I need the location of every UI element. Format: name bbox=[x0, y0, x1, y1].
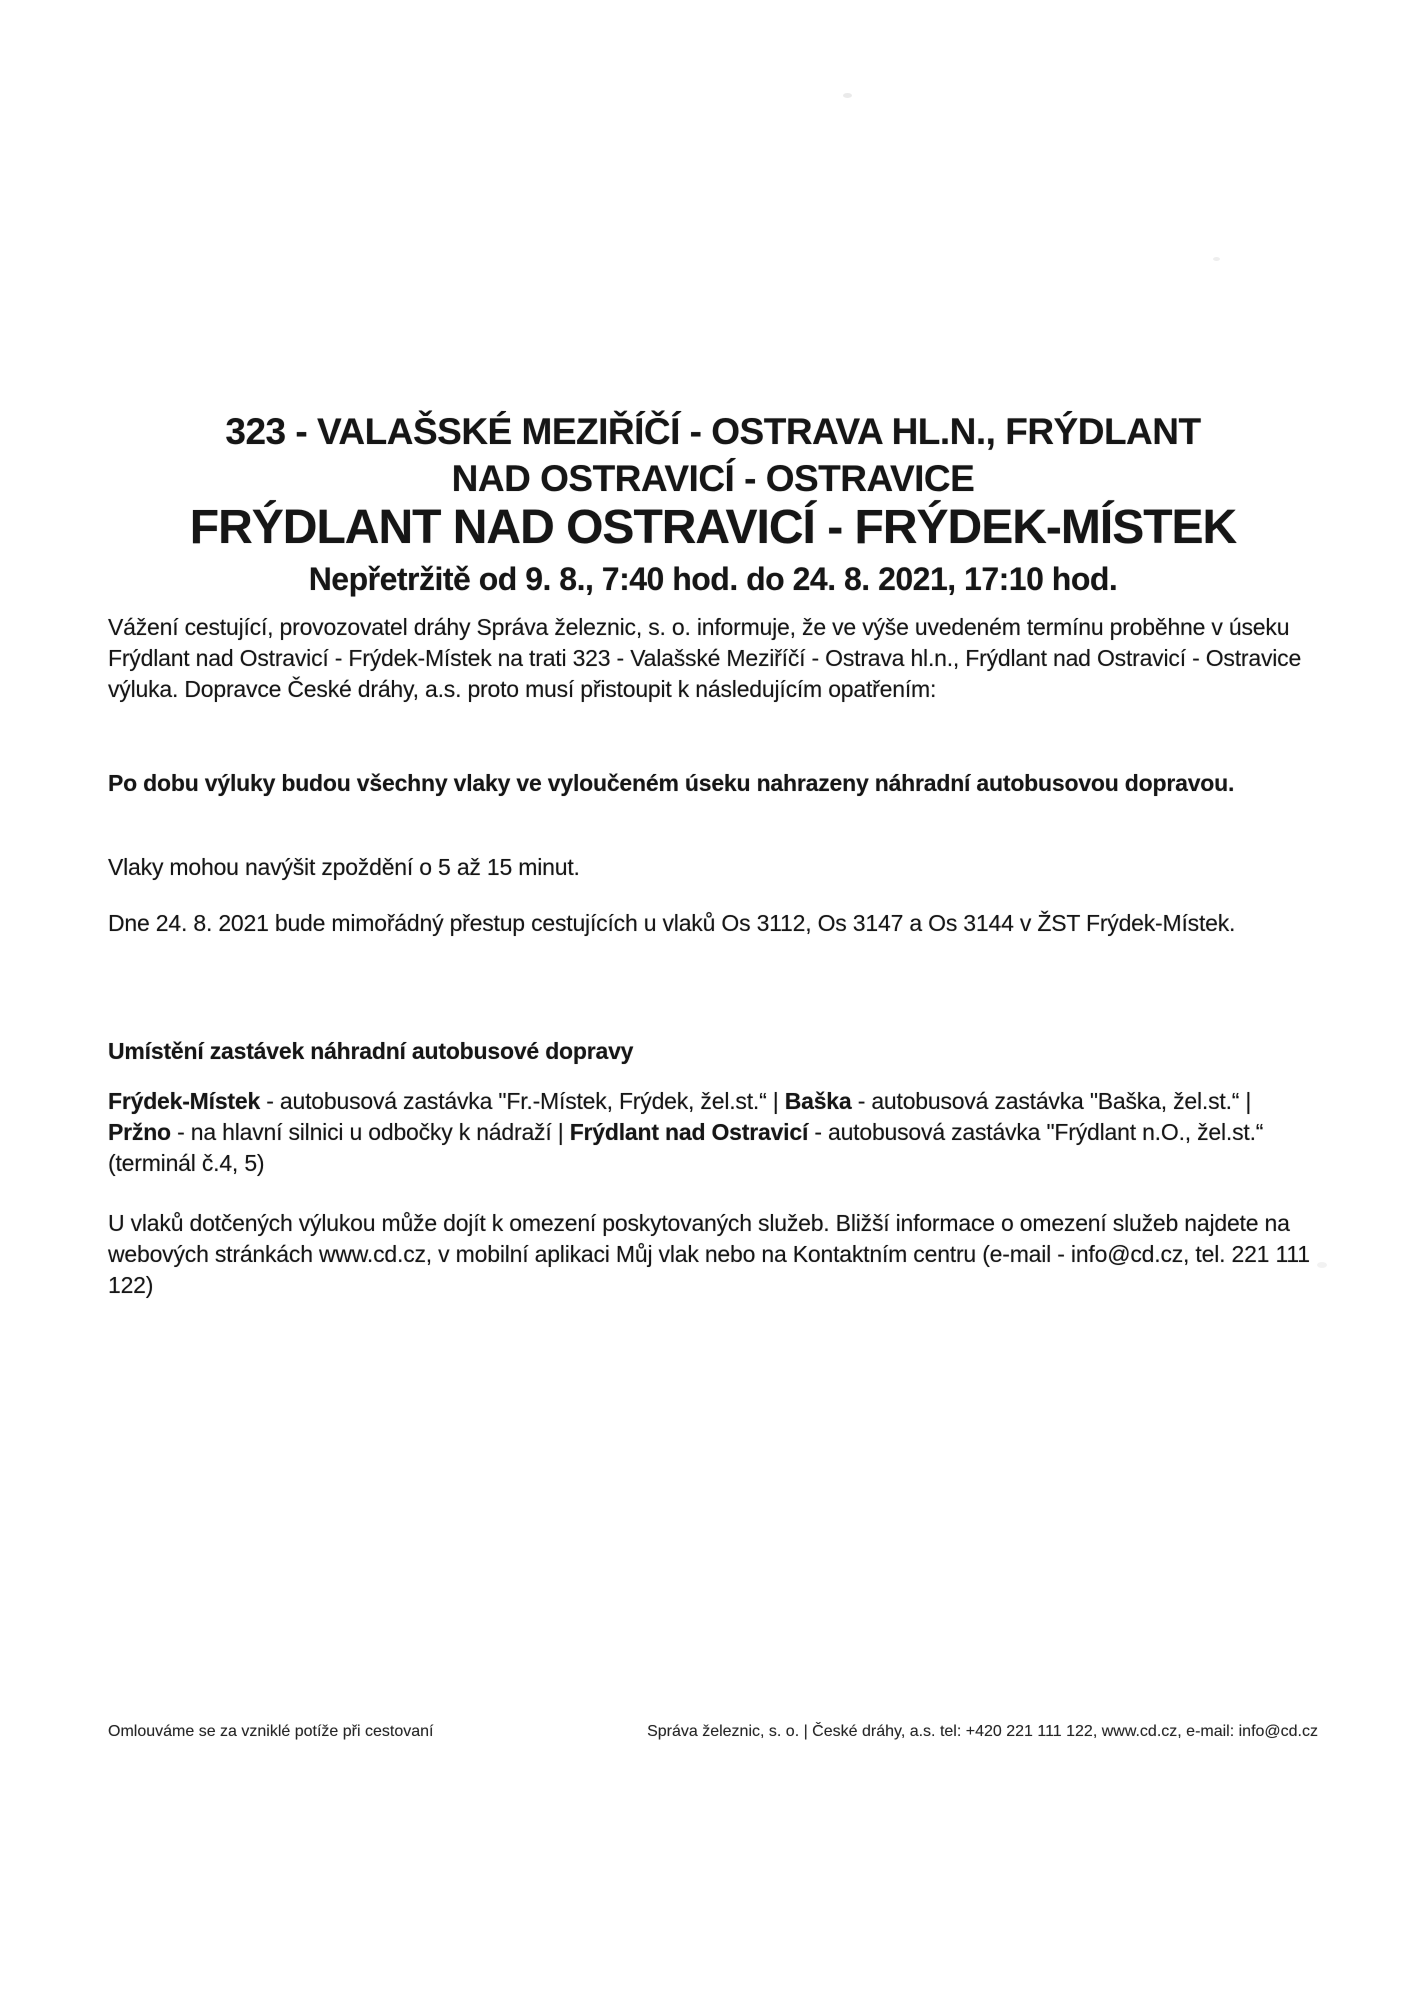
footer-operator-info: Správa železnic, s. o. | České dráhy, a.s. tel: +420 221 111 122, www.cd.cz, e-mail: info@cd.cz bbox=[647, 1723, 1318, 1740]
scan-speck bbox=[843, 93, 852, 98]
route-title-line1: 323 - VALAŠSKÉ MEZIŘÍČÍ - OSTRAVA HL.N., FRÝDLANT bbox=[225, 411, 1201, 452]
stops-paragraph: Frýdek-Místek - autobusová zastávka "Fr.-Místek, Frýdek, žel.st.“ | Baška - autobusová zastávka "Baška, žel.st.“ | Pržno - na hlavní silnici u odbočky k nádraží | Frýdlant nad Ostravicí - autobusová zastávka "Frýdlant n.O., žel.st.“ (terminál č.4, 5) bbox=[108, 1088, 1264, 1176]
stops-heading: Umístění zastávek náhradní autobusové dopravy bbox=[108, 1038, 634, 1064]
replacement-notice: Po dobu výluky budou všechny vlaky ve vyloučeném úseku nahrazeny náhradní autobusovou dopravou. bbox=[108, 770, 1235, 796]
section-title: FRÝDLANT NAD OSTRAVICÍ - FRÝDEK-MÍSTEK bbox=[189, 501, 1237, 554]
footer-apology: Omlouváme se za vzniklé potíže při cestovaní bbox=[108, 1723, 434, 1740]
transfer-note: Dne 24. 8. 2021 bude mimořádný přestup cestujících u vlaků Os 3112, Os 3147 a Os 3144 v ŽST Frýdek-Místek. bbox=[108, 910, 1236, 936]
route-title bbox=[108, 408, 1318, 502]
delay-note: Vlaky mohou navýšit zpoždění o 5 až 15 minut. bbox=[108, 854, 580, 880]
intro-paragraph: Vážení cestující, provozovatel dráhy Správa železnic, s. o. informuje, že ve výše uvedeném termínu proběhne v úseku Frýdlant nad Ostravicí - Frýdek-Místek na trati 323 - Valašské Meziříčí - Ostrava hl.n., Frýdlant nad Ostravicí - Ostravice výluka. Dopravce České dráhy, a.s. proto musí přistoupit k následujícím opatřením: bbox=[108, 614, 1302, 702]
validity-period: Nepřetržitě od 9. 8., 7:40 hod. do 24. 8. 2021, 17:10 hod. bbox=[308, 561, 1118, 597]
scan-speck bbox=[1317, 1262, 1327, 1268]
page-footer bbox=[108, 1722, 1318, 1742]
services-note: U vlaků dotčených výlukou může dojít k omezení poskytovaných služeb. Bližší informace o omezení služeb najdete na webových stránkách www.cd.cz, v mobilní aplikaci Můj vlak nebo na Kontaktním centru (e-mail - info@cd.cz, tel. 221 111 122) bbox=[108, 1210, 1310, 1298]
route-title-line2: NAD OSTRAVICÍ - OSTRAVICE bbox=[451, 458, 975, 499]
scan-speck bbox=[1213, 257, 1220, 261]
